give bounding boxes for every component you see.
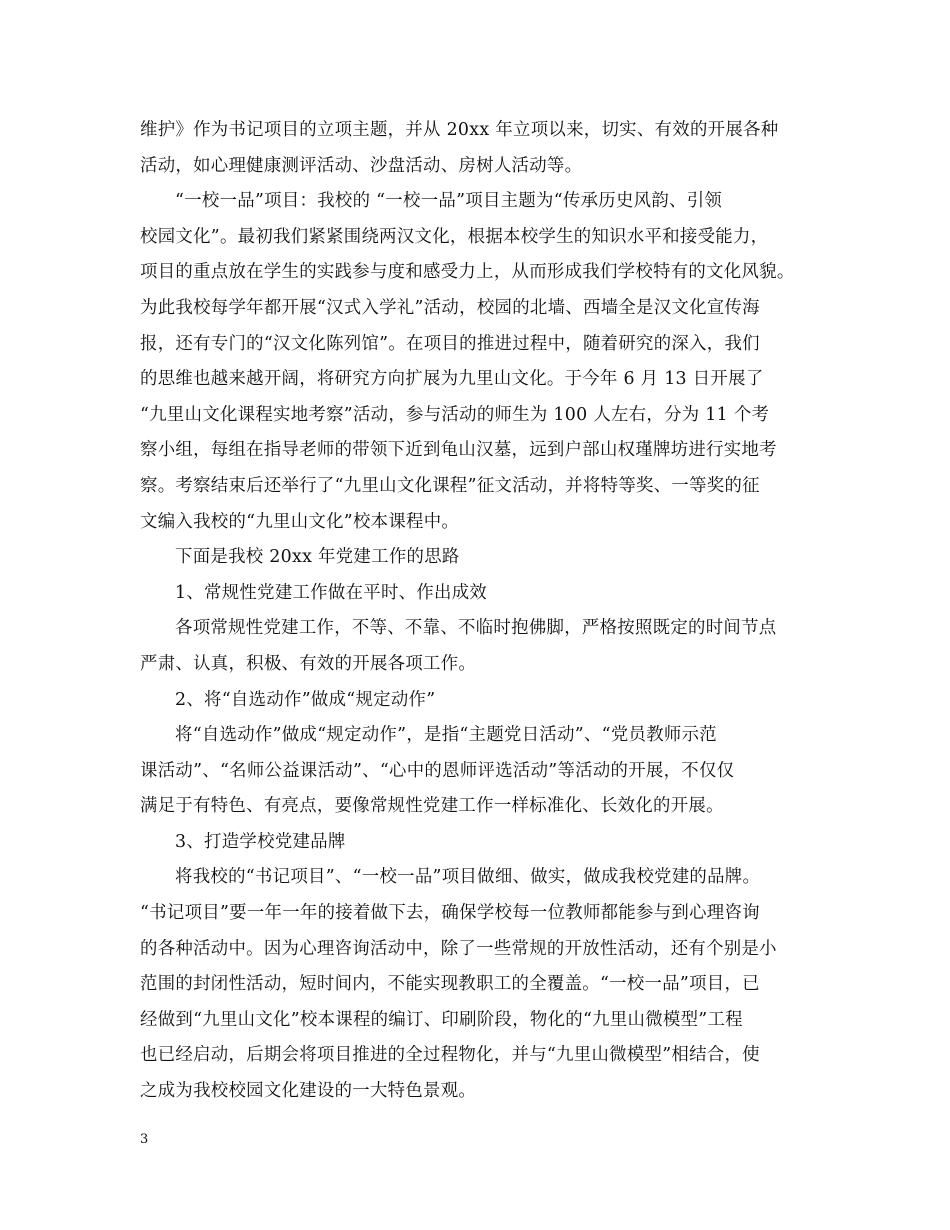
text-line: 也已经启动，后期会将项目推进的全过程物化，并与“九里山微模型”相结合，使 xyxy=(140,1045,760,1066)
text-line: 3、打造学校党建品牌 xyxy=(175,831,346,852)
text-line: 项目的重点放在学生的实践参与度和感受力上，从而形成我们学校特有的文化风貌。 xyxy=(140,262,795,283)
text-line: 严肃、认真，积极、有效的开展各项工作。 xyxy=(140,653,477,674)
text-line: 范围的封闭性活动，短时间内，不能实现教职工的全覆盖。“一校一品”项目，已 xyxy=(140,974,760,995)
text-line: 维护》作为书记项目的立项主题，并从 20xx 年立项以来，切实、有效的开展各种 xyxy=(140,120,779,140)
text-line: 各项常规性党建工作，不等、不靠、不临时抱佛脚，严格按照既定的时间节点 xyxy=(175,618,777,639)
text-line: 将我校的“书记项目”、“一校一品”项目做细、做实，做成我校党建的品牌。 xyxy=(175,867,761,888)
text-line: 报，还有专门的“汉文化陈列馆”。在项目的推进过程中，随着研究的深入，我们 xyxy=(140,333,760,354)
text-line: 察小组，每组在指导老师的带领下近到龟山汉墓，远到户部山权瑾牌坊进行实地考 xyxy=(140,440,777,461)
text-line: 的各种活动中。因为心理咨询活动中，除了一些常规的开放性活动，还有个别是小 xyxy=(140,938,777,959)
text-line: 察。考察结束后还举行了“九里山文化课程”征文活动，并将特等奖、一等奖的征 xyxy=(140,475,760,496)
text-line: “九里山文化课程实地考察”活动，参与活动的师生为 100 人左右，分为 11 个考 xyxy=(140,404,770,425)
text-line: 课活动”、“名师公益课活动”、“心中的恩师评选活动”等活动的开展，不仅仅 xyxy=(140,760,735,781)
text-line: 的思维也越来越开阔，将研究方向扩展为九里山文化。于今年 6 月 13 日开展了 xyxy=(140,369,764,390)
body-text xyxy=(140,113,820,1110)
text-line: 文编入我校的“九里山文化”校本课程中。 xyxy=(140,511,460,532)
text-line: “一校一品”项目：我校的 “一校一品”项目主题为“传承历史风韵、引领 xyxy=(175,191,723,212)
text-line: 将“自选动作”做成“规定动作”，是指“主题党日活动”、“党员教师示范 xyxy=(175,725,717,746)
page-number: 3 xyxy=(140,1132,149,1147)
text-line: 2、将“自选动作”做成“规定动作” xyxy=(175,689,436,710)
text-line: 下面是我校 20xx 年党建工作的思路 xyxy=(175,547,460,568)
text-line: 满足于有特色、有亮点，要像常规性党建工作一样标准化、长效化的开展。 xyxy=(140,796,724,817)
text-line: 经做到“九里山文化”校本课程的编订、印刷阶段，物化的“九里山微模型”工程 xyxy=(140,1009,743,1030)
text-line: 1、常规性党建工作做在平时、作出成效 xyxy=(175,582,488,603)
text-line: 为此我校每学年都开展“汉式入学礼”活动，校园的北墙、西墙全是汉文化宣传海 xyxy=(140,297,760,318)
text-line: 之成为我校校园文化建设的一大特色景观。 xyxy=(140,1081,477,1102)
text-line: “书记项目”要一年一年的接着做下去，确保学校每一位教师都能参与到心理咨询 xyxy=(140,903,760,924)
text-line: 活动，如心理健康测评活动、沙盘活动、房树人活动等。 xyxy=(140,155,583,176)
text-line: 校园文化”。最初我们紧紧围绕两汉文化，根据本校学生的知识水平和接受能力， xyxy=(140,226,769,247)
